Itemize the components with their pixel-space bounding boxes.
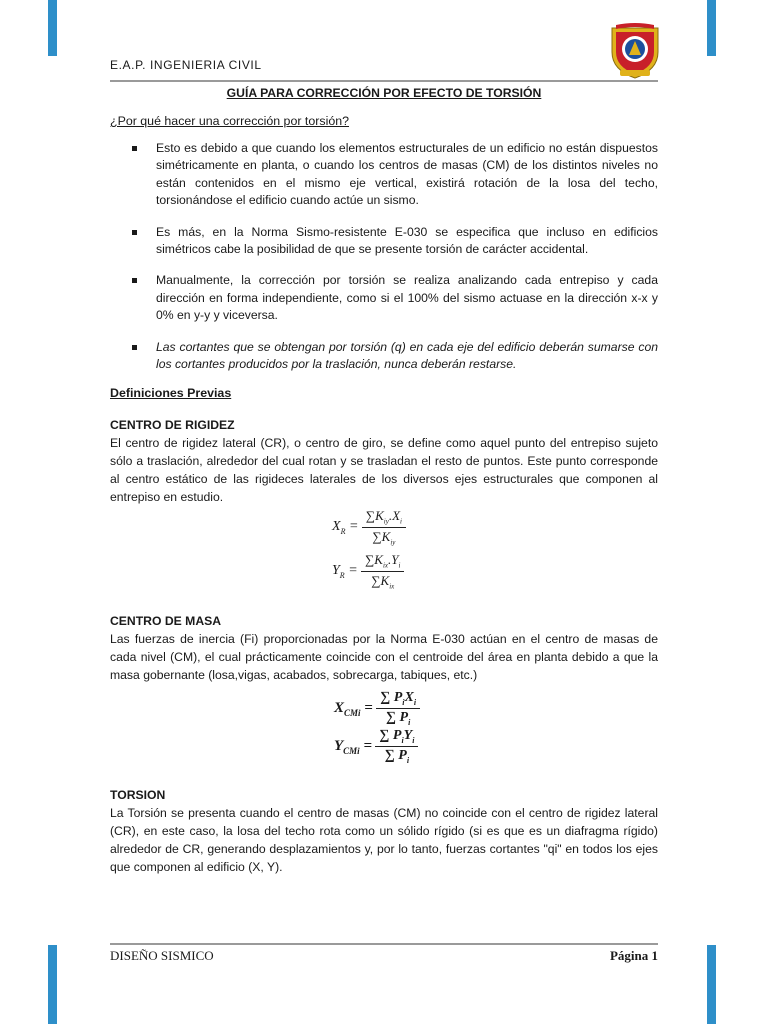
formula-xr: $X_R$ = $\frac{\sum K_{iy}.X_i}{\sum K_{iy}}$ [332, 508, 406, 546]
bullet-square-icon [132, 146, 137, 151]
bullet-square-icon [132, 345, 137, 350]
edge-bar-top-left [48, 0, 57, 56]
footer-course: DISEÑO SISMICO [110, 948, 214, 963]
bullet-list [110, 140, 658, 387]
edge-bar-bottom-left [48, 945, 57, 1024]
intro-heading: ¿Por qué hacer una corrección por torsión? [110, 114, 349, 128]
bullet-text: Manualmente, la corrección por torsión se realiza analizando cada entrepiso y cada dirección en forma independiente, como si el 100% del sismo actuase en la dirección x-x y 0% en y-y y viceversa. [156, 273, 658, 323]
masa-paragraph: Las fuerzas de inercia (Fi) proporcionadas por la Norma E-030 actúan en el centro de masas de cada nivel (CM), el cual prácticamente coincide con el centroide del área en planta debido a que la masa gobernante (losa,vigas, acabados, sobrecarga, tabiques, etc.) [110, 632, 658, 682]
edge-bar-top-right [707, 0, 716, 56]
definitions-heading: Definiciones Previas [110, 386, 232, 400]
bullet-text: Esto es debido a que cuando los elementos estructurales de un edificio no están dispuestos simétricamente en planta, o cuando los centros de masas (CM) de los distintos niveles no están contenidos en el mismo eje vertical, existirá rotación de la losa del techo, torsionándose el edificio cuando actúe un sismo. [156, 141, 658, 208]
rigidez-heading: CENTRO DE RIGIDEZ [110, 418, 235, 432]
page-title: GUÍA PARA CORRECCIÓN POR EFECTO DE TORSIÓN [226, 86, 542, 100]
list-item [110, 140, 658, 210]
footer-divider [110, 943, 658, 945]
header-divider [110, 80, 658, 82]
header-institution: E.A.P. INGENIERIA CIVIL [110, 58, 262, 72]
list-item [110, 339, 658, 374]
page-number: Página 1 [609, 948, 658, 963]
rigidez-paragraph: El centro de rigidez lateral (CR), o centro de giro, se define como aquel punto del entrepiso sujeto sólo a traslación, alrededor del cual rotan y se trasladan el resto de puntos. Este punto corresponde al centro estático de las rigideces laterales de los diversos ejes estructurales que componen al entrepiso en estudio. [110, 436, 658, 504]
bullet-text: Es más, en la Norma Sismo-resistente E-030 se especifica que incluso en edificios simétricos cabe la posibilidad de que se presente torsión de carácter accidental. [156, 224, 658, 257]
torsion-heading: TORSION [110, 788, 166, 802]
list-item [110, 272, 658, 324]
edge-bar-bottom-right [707, 945, 716, 1024]
formula-xcm: $X_{CMi}$ = $\frac{\sum P_iX_i}{\sum P_i}$ [334, 690, 420, 727]
formula-ycm: $Y_{CMi}$ = $\frac{\sum P_iY_i}{\sum P_i}$ [334, 728, 418, 765]
bullet-text: Las cortantes que se obtengan por torsión (q) en cada eje del edificio deberán sumarse con los cortantes producidos por la traslación, nunca deberán restarse. [156, 339, 658, 372]
list-item [110, 224, 658, 259]
bullet-square-icon [132, 278, 137, 283]
masa-heading: CENTRO DE MASA [110, 614, 222, 628]
formula-yr: $Y_R$ = $\frac{\sum K_{ix}.Y_i}{\sum K_{ix}}$ [332, 552, 404, 590]
bullet-square-icon [132, 230, 137, 235]
university-crest-icon [604, 22, 666, 80]
torsion-paragraph: La Torsión se presenta cuando el centro de masas (CM) no coincide con el centro de rigidez lateral (CR), en este caso, la losa del techo rota como un sólido rígido (si es que es un diafragma rígido) alrededor de CR, generando desplazamientos y, por lo tanto, fuerzas cortantes "qi" en todos los ejes que componen al edificio (X, Y). [110, 806, 658, 874]
